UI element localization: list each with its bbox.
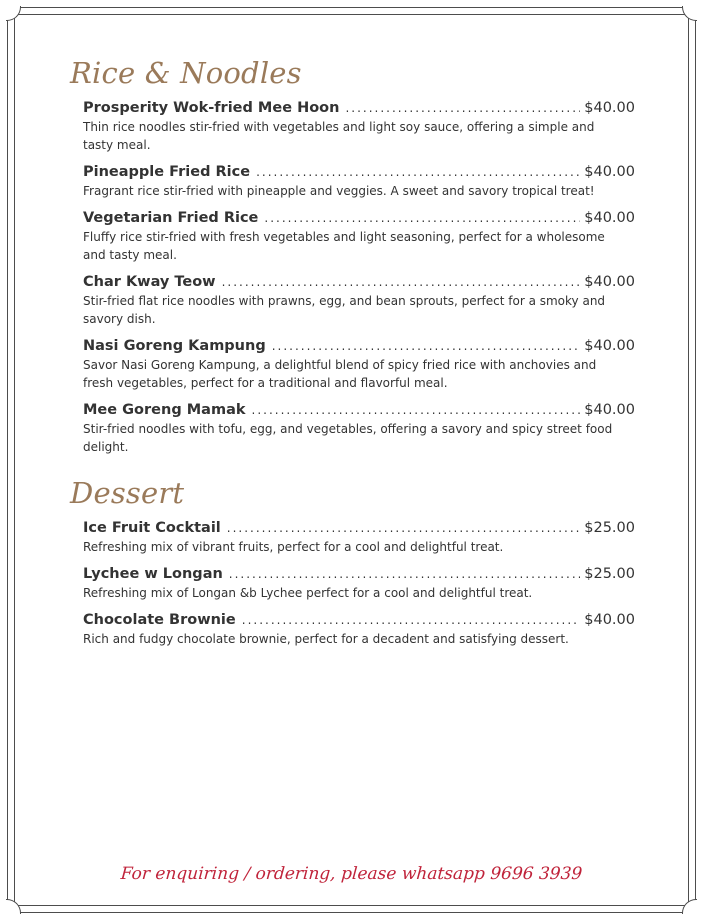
dot-leader [242,613,581,627]
menu-item-name: Char Kway Teow [83,274,216,290]
menu-item [83,520,635,556]
section-dessert [70,476,635,648]
menu-item-price: $25.00 [584,566,635,582]
menu-item-name: Pineapple Fried Rice [83,164,251,180]
menu-item-header [83,274,635,290]
menu-item-description: Refreshing mix of Longan &b Lychee perfect for a cool and delightful treat. [83,586,533,600]
menu-item-description: Savor Nasi Goreng Kampung, a delightful blend of spicy fried rice with anchovies and fresh vegetables, perfect for a traditional and flavorful meal. [83,358,597,390]
menu-item-header [83,210,635,226]
section-rice-noodles [70,56,635,456]
dot-leader [222,275,581,289]
menu-item [83,566,635,602]
menu-item-description: Fluffy rice stir-fried with fresh vegetables and light seasoning, perfect for a wholesome and tasty meal. [83,230,605,262]
menu-item-name: Nasi Goreng Kampung [83,338,266,354]
menu-item-price: $40.00 [584,100,635,116]
menu-item-price: $40.00 [584,164,635,180]
menu-item [83,274,635,328]
menu-item [83,612,635,648]
menu-item [83,164,635,200]
menu-item-name: Lychee w Longan [83,566,223,582]
menu-item-header [83,100,635,116]
menu-item [83,100,635,154]
contact-footer: For enquiring / ordering, please whatsapp 9696 3939 [120,864,583,884]
menu-item-price: $40.00 [584,274,635,290]
menu-item-header [83,612,635,628]
menu-item-price: $25.00 [584,520,635,536]
menu-item-price: $40.00 [584,612,635,628]
menu-item-header [83,566,635,582]
menu-item-header [83,402,635,418]
dot-leader [345,101,580,115]
menu-item-price: $40.00 [584,210,635,226]
dot-leader [227,521,580,535]
section-title: Dessert [70,476,185,510]
menu-item [83,210,635,264]
menu-item-description: Thin rice noodles stir-fried with vegetables and light soy sauce, offering a simple and tasty meal. [83,120,595,152]
dot-leader [256,165,580,179]
menu-item-price: $40.00 [584,338,635,354]
menu-item-description: Stir-fried flat rice noodles with prawns, egg, and bean sprouts, perfect for a smoky and savory dish. [83,294,606,326]
menu-item [83,338,635,392]
menu-items-list [83,520,635,648]
dot-leader [229,567,580,581]
dot-leader [252,403,581,417]
menu-item-description: Fragrant rice stir-fried with pineapple and veggies. A sweet and savory tropical treat! [83,184,595,198]
menu-item-name: Prosperity Wok-fried Mee Hoon [83,100,340,116]
menu-item-name: Ice Fruit Cocktail [83,520,221,536]
section-title: Rice & Noodles [70,56,302,90]
menu-item-name: Chocolate Brownie [83,612,236,628]
menu-item-header [83,338,635,354]
menu-item-name: Vegetarian Fried Rice [83,210,259,226]
menu-item [83,402,635,456]
menu-item-description: Refreshing mix of vibrant fruits, perfect for a cool and delightful treat. [83,540,504,554]
menu-items-list [83,100,635,456]
menu-item-description: Rich and fudgy chocolate brownie, perfect for a decadent and satisfying dessert. [83,632,569,646]
menu-item-header [83,164,635,180]
menu-item-price: $40.00 [584,402,635,418]
menu-content [70,56,635,658]
dot-leader [272,339,581,353]
menu-item-description: Stir-fried noodles with tofu, egg, and vegetables, offering a savory and spicy street food delight. [83,422,613,454]
menu-item-name: Mee Goreng Mamak [83,402,246,418]
menu-item-header [83,520,635,536]
dot-leader [264,211,580,225]
